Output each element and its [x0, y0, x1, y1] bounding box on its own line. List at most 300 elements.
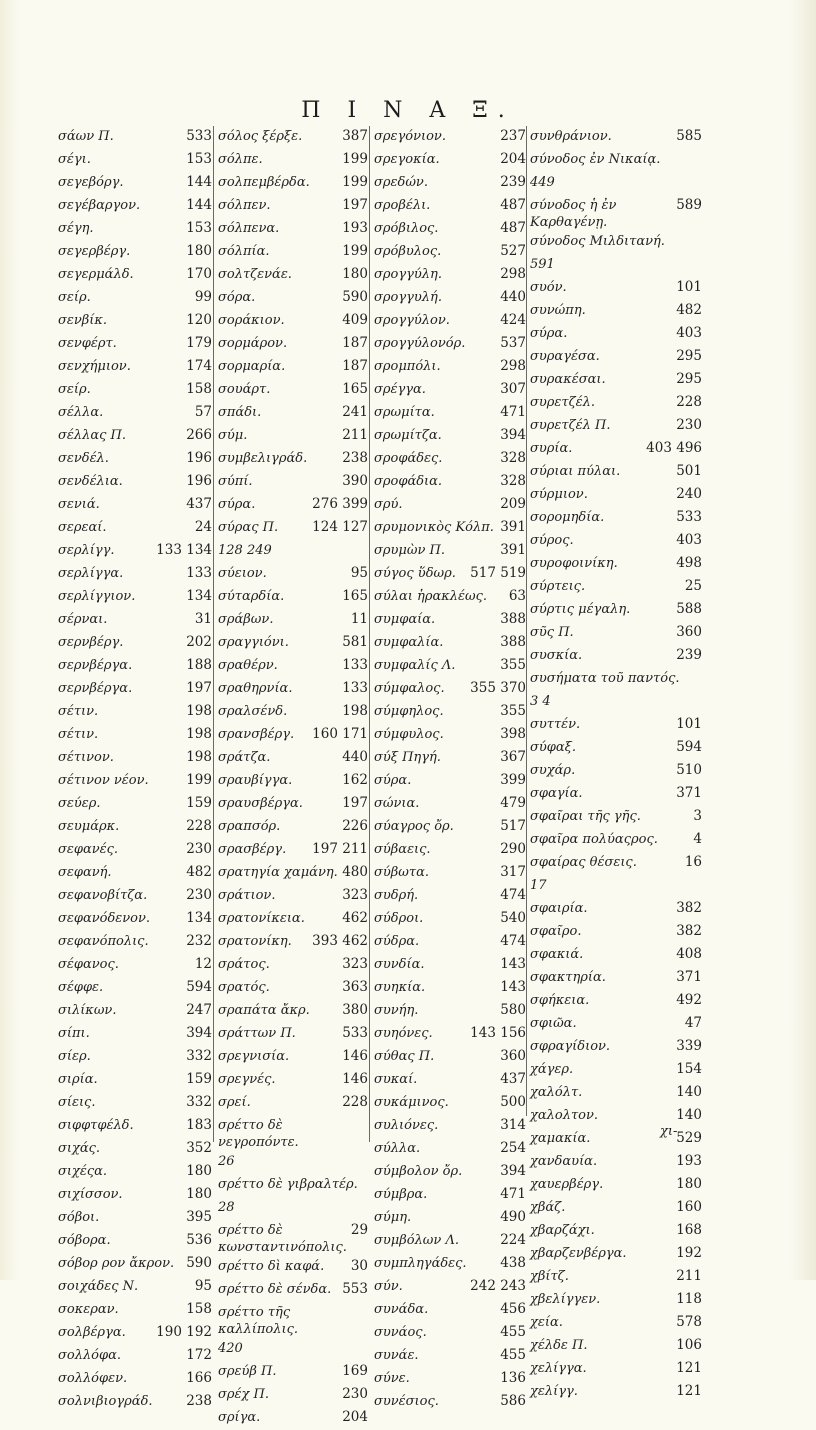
index-entry [530, 231, 702, 254]
index-entry [58, 494, 212, 517]
index-entry [374, 816, 526, 839]
entry-page-number: 226 [342, 818, 368, 834]
entry-page-number: 198 [186, 749, 212, 765]
entry-term: σρεγόνιον. [374, 129, 446, 144]
entry-page-number: 581 [342, 634, 368, 650]
index-entry [530, 760, 702, 783]
entry-term: σράττων Π. [218, 1026, 296, 1041]
entry-page-number: 490 [500, 1209, 526, 1225]
entry-page-number: 230 [186, 841, 212, 857]
index-entry [530, 622, 702, 645]
index-entry [58, 333, 212, 356]
entry-page-number: 228 [186, 818, 212, 834]
entry-term: σρυμονικὸς Κόλπ. [374, 520, 494, 535]
entry-term: χβαρζενβέργα. [530, 1246, 627, 1261]
entry-page-number: 162 [342, 772, 368, 788]
entry-page-number: 140 [676, 1107, 702, 1123]
index-entry [58, 1000, 212, 1023]
entry-page-number: 590 [186, 1255, 212, 1271]
index-entry [530, 599, 702, 622]
index-entry [58, 678, 212, 701]
entry-term: συμβελιγράδ. [218, 451, 308, 466]
entry-page-number: 403 [676, 325, 702, 341]
index-entry [530, 806, 702, 829]
page-heading: Π Ι Ν Α Ξ. [301, 98, 515, 123]
index-entry [374, 494, 526, 517]
index-entry [374, 149, 526, 172]
entry-term: σέγι. [58, 152, 91, 167]
entry-term: σεφανές. [58, 842, 119, 857]
entry-term: σύταρδία. [218, 589, 285, 604]
entry-page-number: 160 171 [312, 726, 368, 742]
index-entry [58, 1391, 212, 1414]
index-entry [58, 471, 212, 494]
index-entry [374, 1207, 526, 1230]
index-entry [218, 701, 368, 724]
entry-term: σεγερμάλδ. [58, 267, 134, 282]
entry-page-number: 211 [342, 427, 368, 443]
entry-term: σεγερβέργ. [58, 244, 131, 259]
entry-page-number: 360 [500, 1048, 526, 1064]
entry-term: σύδρα. [374, 934, 420, 949]
entry-page-number: 165 [342, 381, 368, 397]
index-entry [218, 931, 368, 954]
entry-term: σέτιν. [58, 727, 99, 742]
entry-page-number: 134 [186, 588, 212, 604]
entry-page-number: 393 462 [312, 933, 368, 949]
index-entry [218, 1279, 368, 1302]
entry-term: σύρα. [218, 497, 256, 512]
entry-page-number: 190 192 [156, 1324, 212, 1340]
entry-term: σερνβέργ. [58, 635, 124, 650]
entry-term: σρεί. [218, 1095, 251, 1110]
index-entry [218, 770, 368, 793]
entry-page-number: 140 [676, 1084, 702, 1100]
entry-term: σύμβολον ὄρ. [374, 1164, 463, 1179]
index-entry [58, 287, 212, 310]
entry-page-number: 144 [186, 197, 212, 213]
index-entry [58, 264, 212, 287]
entry-term: σεφανόπολις. [58, 934, 149, 949]
index-entry [58, 977, 212, 1000]
entry-term: σύμφυλος. [374, 727, 444, 742]
entry-term: χβάζ. [530, 1200, 566, 1215]
index-entry [530, 392, 702, 415]
index-entry [58, 1276, 212, 1299]
entry-page-number: 146 [342, 1071, 368, 1087]
entry-term: σύμ. [218, 428, 248, 443]
entry-term: σύαγρος ὄρ. [374, 819, 454, 834]
entry-page-number: 31 [194, 611, 212, 627]
index-entry [374, 402, 526, 425]
index-entry [218, 402, 368, 425]
index-column-2 [218, 126, 368, 1430]
entry-page-number: 510 [676, 762, 702, 778]
entry-term: συμβόλων Λ. [374, 1233, 459, 1248]
entry-term: σύρτεις. [530, 579, 586, 594]
entry-page-number: 387 [342, 128, 368, 144]
index-entry [374, 218, 526, 241]
entry-term: σύρος. [530, 533, 574, 548]
entry-term: σενδέλ. [58, 451, 109, 466]
entry-page-number: 388 [500, 611, 526, 627]
index-entry [58, 1322, 212, 1345]
entry-term: σίερ. [58, 1049, 91, 1064]
entry-term: σρόβυλος. [374, 244, 442, 259]
index-entry [218, 908, 368, 931]
index-entry [58, 425, 212, 448]
entry-page-number: 238 [186, 1393, 212, 1409]
entry-term: σοκεραν. [58, 1302, 119, 1317]
entry-page-number: 133 [186, 565, 212, 581]
index-entry [530, 898, 702, 921]
entry-page-number: 578 [676, 1314, 702, 1330]
entry-page-number: 355 370 [470, 680, 526, 696]
entry-term: σύφαξ. [530, 740, 576, 755]
entry-page-number: 95 [194, 1278, 212, 1294]
index-entry [218, 1338, 368, 1361]
index-entry [374, 517, 526, 540]
entry-term: σέγη. [58, 221, 94, 236]
entry-term: συσκία. [530, 648, 583, 663]
entry-term: σεγεβόργ. [58, 175, 124, 190]
entry-page-number: 168 [676, 1222, 702, 1238]
entry-page-number: 180 [186, 1186, 212, 1202]
entry-page-number: 118 [676, 1291, 702, 1307]
index-entry [218, 333, 368, 356]
index-entry [218, 1197, 368, 1220]
index-entry [374, 264, 526, 287]
index-entry [218, 310, 368, 333]
entry-page-number: 133 [342, 657, 368, 673]
entry-term: σρύ. [374, 497, 403, 512]
entry-page-number: 276 399 [312, 496, 368, 512]
entry-term: σολλόφεν. [58, 1371, 128, 1386]
entry-term: σύμφηλος. [374, 704, 444, 719]
entry-page-number: 209 [500, 496, 526, 512]
entry-term: συροφοινίκη. [530, 556, 618, 571]
index-entry [374, 655, 526, 678]
index-entry [374, 724, 526, 747]
index-entry [374, 1046, 526, 1069]
index-entry [218, 1046, 368, 1069]
entry-page-number: 196 [186, 450, 212, 466]
column-divider [369, 126, 370, 1142]
index-column-3 [374, 126, 526, 1414]
entry-page-number: 254 [500, 1140, 526, 1156]
index-entry [218, 1361, 368, 1384]
entry-term: σρεδών. [374, 175, 428, 190]
entry-page-number: 456 [500, 1301, 526, 1317]
entry-term: σέφανος. [58, 957, 119, 972]
entry-page-number: 187 [342, 335, 368, 351]
entry-page-number: 153 [186, 151, 212, 167]
entry-page-number: 500 [500, 1094, 526, 1110]
index-entry [58, 609, 212, 632]
entry-page-number: 192 [676, 1245, 702, 1261]
index-entry [58, 770, 212, 793]
entry-term: σόλος ξέρξε. [218, 129, 303, 144]
index-entry [530, 1013, 702, 1036]
entry-page-number: 482 [676, 302, 702, 318]
entry-term: σολνιβιογράδ. [58, 1394, 153, 1409]
index-entry [530, 277, 702, 300]
entry-term: 26 [218, 1154, 235, 1169]
index-entry [58, 1138, 212, 1161]
entry-term: σραθέρν. [218, 658, 278, 673]
index-entry [374, 1161, 526, 1184]
index-entry [58, 816, 212, 839]
index-entry [58, 126, 212, 149]
index-entry [218, 609, 368, 632]
entry-page-number: 339 [676, 1038, 702, 1054]
entry-page-number: 533 [186, 128, 212, 144]
index-entry [218, 1151, 368, 1174]
entry-page-number: 517 [500, 818, 526, 834]
index-entry [530, 944, 702, 967]
entry-page-number: 159 [186, 795, 212, 811]
index-entry [218, 241, 368, 264]
entry-term: σενιά. [58, 497, 100, 512]
entry-term: σερλίγγα. [58, 566, 124, 581]
index-entry [58, 310, 212, 333]
index-entry [374, 931, 526, 954]
entry-page-number: 371 [676, 785, 702, 801]
entry-page-number: 204 [500, 151, 526, 167]
entry-page-number: 193 [342, 220, 368, 236]
index-entry [58, 379, 212, 402]
entry-term: σύριαι πύλαι. [530, 464, 621, 479]
entry-page-number: 133 134 [156, 542, 212, 558]
entry-page-number: 29 [350, 1222, 369, 1238]
entry-term: σφαίρας θέσεις. [530, 855, 637, 870]
entry-term: συόν. [530, 280, 567, 295]
index-entry [530, 254, 702, 277]
index-entry [218, 862, 368, 885]
index-entry [218, 1000, 368, 1023]
entry-page-number: 588 [676, 601, 702, 617]
entry-page-number: 438 [500, 1255, 526, 1271]
entry-page-number: 482 [186, 864, 212, 880]
index-entry [530, 1335, 702, 1358]
entry-page-number: 232 [186, 933, 212, 949]
index-entry [374, 793, 526, 816]
entry-term: σφραγίδιον. [530, 1039, 611, 1054]
entry-page-number: 586 [500, 1393, 526, 1409]
index-entry [374, 1230, 526, 1253]
entry-page-number: 153 [186, 220, 212, 236]
entry-page-number: 471 [500, 404, 526, 420]
entry-page-number: 382 [676, 923, 702, 939]
entry-page-number: 198 [186, 703, 212, 719]
entry-term: σρογγύλονόρ. [374, 336, 466, 351]
index-entry [218, 172, 368, 195]
entry-term: συδρή. [374, 888, 419, 903]
entry-page-number: 211 [676, 1268, 702, 1284]
index-entry [218, 195, 368, 218]
index-entry [530, 300, 702, 323]
entry-page-number: 399 [500, 772, 526, 788]
index-entry [218, 885, 368, 908]
entry-term: χελίγγ. [530, 1384, 578, 1399]
index-entry [374, 908, 526, 931]
index-entry [374, 1391, 526, 1414]
entry-page-number: 237 [500, 128, 526, 144]
index-entry [374, 954, 526, 977]
entry-term: σύρα. [374, 773, 412, 788]
entry-term: συνώπη. [530, 303, 586, 318]
entry-term: σύμη. [374, 1210, 412, 1225]
entry-term: σιφφτφέλδ. [58, 1118, 134, 1133]
entry-term: σερλίγγιον. [58, 589, 136, 604]
entry-term: σύρμιον. [530, 487, 588, 502]
entry-page-number: 403 496 [646, 440, 702, 456]
index-entry [58, 586, 212, 609]
index-entry [218, 494, 368, 517]
entry-term: σιλίκων. [58, 1003, 117, 1018]
entry-page-number: 437 [500, 1071, 526, 1087]
entry-term: σύγος ὕδωρ. [374, 566, 456, 581]
index-entry [58, 402, 212, 425]
index-entry [530, 323, 702, 346]
entry-term: σρέττο δὲ σένδα. [218, 1282, 332, 1297]
entry-page-number: 120 [186, 312, 212, 328]
entry-term: συνέσιος. [374, 1394, 439, 1409]
entry-page-number: 180 [186, 1163, 212, 1179]
entry-term: σρατός. [218, 980, 270, 995]
index-entry [58, 1253, 212, 1276]
entry-page-number: 314 [500, 1117, 526, 1133]
entry-page-number: 180 [186, 243, 212, 259]
index-entry [218, 149, 368, 172]
entry-term: σύν. [374, 1279, 403, 1294]
index-entry [530, 126, 702, 149]
entry-term: σύθας Π. [374, 1049, 435, 1064]
entry-page-number: 440 [342, 749, 368, 765]
entry-page-number: 199 [342, 174, 368, 190]
index-entry [218, 839, 368, 862]
index-entry [374, 333, 526, 356]
entry-page-number: 409 [342, 312, 368, 328]
entry-page-number: 471 [500, 1186, 526, 1202]
entry-term: σολπεμβέρδα. [218, 175, 310, 190]
index-entry [218, 747, 368, 770]
entry-term: σρέττο δὲ γιβραλτέρ. [218, 1177, 358, 1192]
entry-page-number: 332 [186, 1094, 212, 1110]
entry-term: συσήματα τοῦ παντός. [530, 671, 680, 686]
entry-term: σῦς Π. [530, 625, 574, 640]
entry-term: σρέττο τῆς καλλίπολις. [218, 1305, 298, 1337]
entry-term: σολτζενάε. [218, 267, 292, 282]
entry-term: σέτινον. [58, 750, 114, 765]
entry-term: σέτινον νέον. [58, 773, 149, 788]
entry-page-number: 382 [676, 900, 702, 916]
index-entry [58, 540, 212, 563]
entry-term: σφιῶα. [530, 1016, 577, 1031]
entry-term: σίεις. [58, 1095, 96, 1110]
entry-page-number: 224 [500, 1232, 526, 1248]
entry-page-number: 533 [342, 1025, 368, 1041]
index-entry [374, 609, 526, 632]
entry-term: σεγέβαργον. [58, 198, 141, 213]
entry-page-number: 537 [500, 335, 526, 351]
entry-term: σρομπόλι. [374, 359, 441, 374]
entry-page-number: 134 [186, 910, 212, 926]
entry-term: σείρ. [58, 290, 91, 305]
index-entry [374, 1368, 526, 1391]
index-entry [58, 1046, 212, 1069]
entry-term: σύμφαλος. [374, 681, 445, 696]
entry-term: 449 [530, 175, 555, 190]
entry-page-number: 165 [342, 588, 368, 604]
index-entry [58, 954, 212, 977]
index-entry [218, 287, 368, 310]
entry-term: συηκία. [374, 980, 426, 995]
entry-page-number: 57 [194, 404, 212, 420]
index-entry [58, 862, 212, 885]
entry-term: 128 249 [218, 543, 272, 558]
entry-term: σόβοι. [58, 1210, 100, 1225]
entry-page-number: 517 519 [470, 565, 526, 581]
index-entry [374, 1276, 526, 1299]
index-entry [530, 576, 702, 599]
index-entry [218, 448, 368, 471]
entry-term: συκαί. [374, 1072, 418, 1087]
entry-term: σεύερ. [58, 796, 101, 811]
entry-page-number: 323 [342, 887, 368, 903]
entry-term: χέλδε Π. [530, 1338, 588, 1353]
index-entry [218, 954, 368, 977]
entry-term: σρεγοκία. [374, 152, 440, 167]
index-entry [530, 172, 702, 195]
entry-page-number: 16 [684, 854, 702, 870]
entry-page-number: 11 [350, 611, 368, 627]
index-entry [530, 1059, 702, 1082]
entry-page-number: 24 [194, 519, 212, 535]
index-entry [218, 471, 368, 494]
entry-term: σύνοδος ἐν Νικαίᾳ. [530, 152, 661, 167]
entry-page-number: 307 [500, 381, 526, 397]
entry-page-number: 196 [186, 473, 212, 489]
entry-term: σύβωτα. [374, 865, 429, 880]
entry-term: σροβέλι. [374, 198, 431, 213]
index-entry [374, 379, 526, 402]
entry-page-number: 480 [342, 864, 368, 880]
index-entry [530, 438, 702, 461]
entry-term: σύπί. [218, 474, 253, 489]
index-entry [374, 195, 526, 218]
entry-term: σραθηρνία. [218, 681, 293, 696]
entry-page-number: 99 [194, 289, 212, 305]
index-entry [58, 701, 212, 724]
entry-page-number: 527 [500, 243, 526, 259]
index-entry [530, 783, 702, 806]
entry-page-number: 180 [342, 266, 368, 282]
entry-term: σφήκεια. [530, 993, 590, 1008]
entry-term: συκάμινος. [374, 1095, 449, 1110]
index-entry [374, 126, 526, 149]
entry-term: συραγέσα. [530, 349, 600, 364]
entry-term: σεφανόδενον. [58, 911, 151, 926]
index-entry [374, 241, 526, 264]
entry-term: σράτος. [218, 957, 270, 972]
entry-term: χβελίγγεν. [530, 1292, 601, 1307]
index-entry [374, 1299, 526, 1322]
entry-term: συρετζέλ. [530, 395, 595, 410]
entry-page-number: 63 [508, 588, 526, 604]
index-entry [374, 586, 526, 609]
entry-page-number: 158 [186, 1301, 212, 1317]
